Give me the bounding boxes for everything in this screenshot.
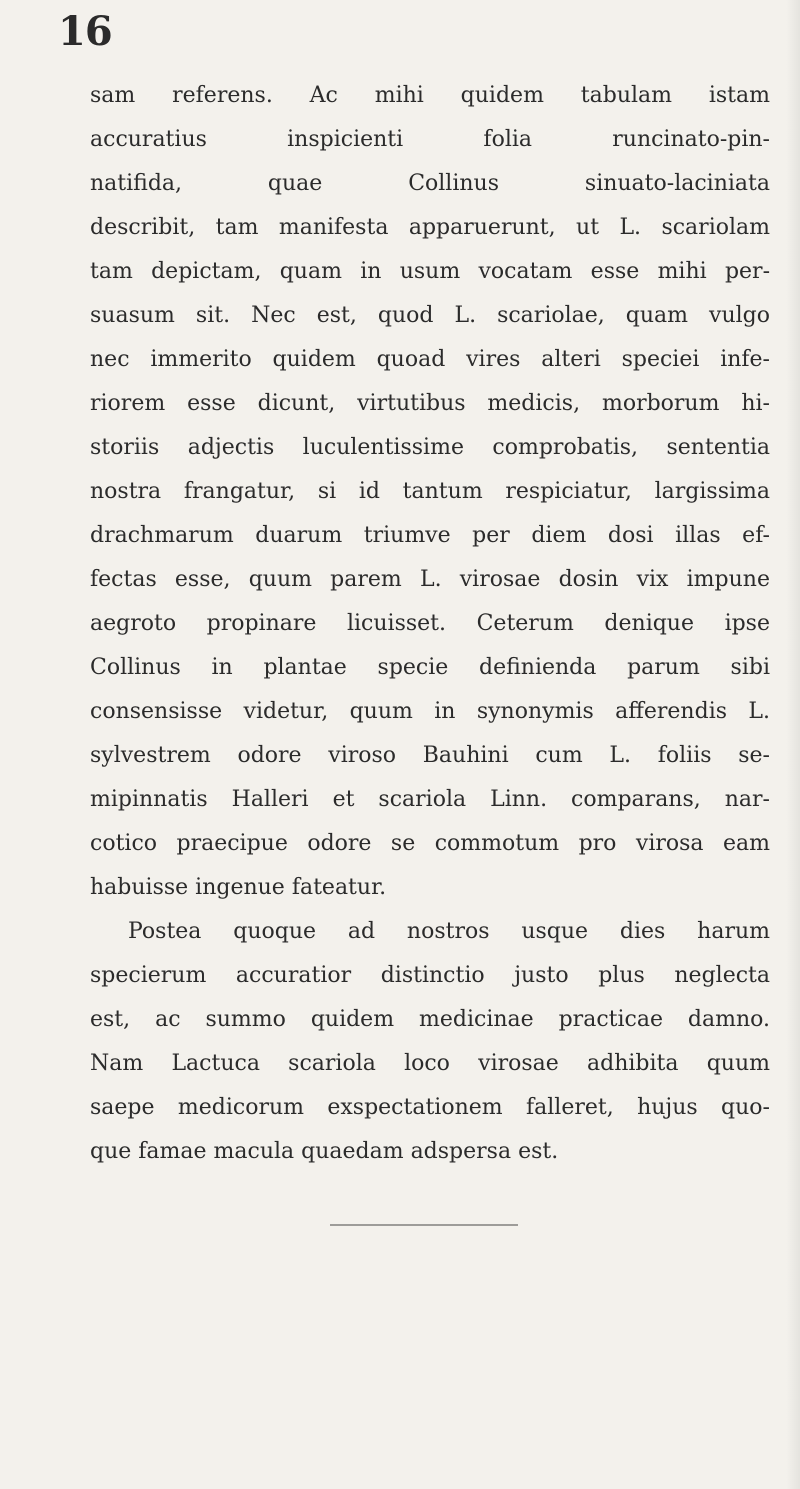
text-line-6: suasum sit. Nec est, quod L. scariolae, quam vulgo <box>90 303 770 328</box>
page-edge-shadow <box>786 0 800 1489</box>
text-line-8: riorem esse dicunt, virtutibus medicis, morborum hi- <box>90 391 770 416</box>
text-line-4: describit, tam manifesta apparuerunt, ut L. scariolam <box>90 215 770 240</box>
text-line-17: mipinnatis Halleri et scariola Linn. comparans, nar- <box>90 787 770 812</box>
text-line-15: consensisse videtur, quum in synonymis afferendis L. <box>90 699 770 724</box>
text-line-1: sam referens. Ac mihi quidem tabulam istam <box>90 83 770 108</box>
text-line-24: saepe medicorum exspectationem falleret, hujus quo- <box>90 1095 770 1120</box>
text-line-2: accuratius inspicienti folia runcinato-pin- <box>90 127 770 152</box>
text-line-10: nostra frangatur, si id tantum respiciatur, largissima <box>90 479 770 504</box>
text-line-19: habuisse ingenue fateatur. <box>90 875 387 900</box>
text-line-18: cotico praecipue odore se commotum pro virosa eam <box>90 831 770 856</box>
text-line-14: Collinus in plantae specie definienda parum sibi <box>90 655 770 680</box>
text-line-3: natifida, quae Collinus sinuato-laciniata <box>90 171 770 196</box>
text-line-21: specierum accuratior distinctio justo plus neglecta <box>90 963 770 988</box>
closing-rule <box>330 1224 518 1226</box>
text-line-13: aegroto propinare licuisset. Ceterum denique ipse <box>90 611 770 636</box>
text-line-5: tam depictam, quam in usum vocatam esse mihi per- <box>90 259 770 284</box>
text-line-7: nec immerito quidem quoad vires alteri speciei infe- <box>90 347 770 372</box>
text-line-16: sylvestrem odore viroso Bauhini cum L. foliis se- <box>90 743 770 768</box>
text-line-20: Postea quoque ad nostros usque dies harum <box>128 919 770 944</box>
page-number: 16 <box>58 8 112 55</box>
text-line-9: storiis adjectis luculentissime comprobatis, sententia <box>90 435 770 460</box>
text-line-23: Nam Lactuca scariola loco virosae adhibita quum <box>90 1051 770 1076</box>
text-line-25: que famae macula quaedam adspersa est. <box>90 1139 559 1164</box>
text-line-22: est, ac summo quidem medicinae practicae damno. <box>90 1007 770 1032</box>
text-line-12: fectas esse, quum parem L. virosae dosin vix impune <box>90 567 770 592</box>
text-line-11: drachmarum duarum triumve per diem dosi illas ef- <box>90 523 770 548</box>
